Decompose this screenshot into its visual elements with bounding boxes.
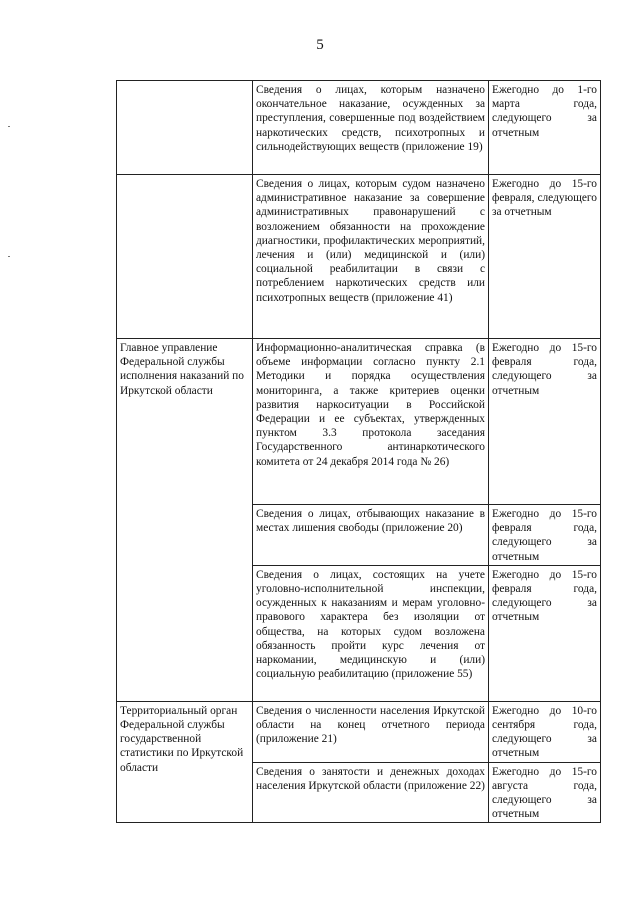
agency-cell: Территориальный орган Федеральной службы государственной статистики по Иркутской области [117, 701, 253, 823]
table-row [117, 339, 601, 505]
table-row [117, 81, 601, 175]
info-cell: Сведения о лицах, которым назначено окончательное наказание, осужденных за преступления, совершенные под воздействием наркотических средств, психотропных и сильнодействующих веществ (приложение 19) [253, 81, 489, 175]
info-cell: Сведения о лицах, отбывающих наказание в местах лишения свободы (приложение 20) [253, 505, 489, 566]
agency-cell [117, 175, 253, 339]
info-cell: Информационно-аналитическая справка (в объеме информации согласно пункту 2.1 Методики и порядка осуществления мониторинга, а также критериев оценки развития наркоситуации в Российской Федерации и ее субъектах, утвержденных пунктом 3.3 протокола заседания Государственного антинаркотического комитета от 24 декабря 2014 года № 26) [253, 339, 489, 505]
agency-cell: Главное управление Федеральной службы исполнения наказаний по Иркутской области [117, 339, 253, 702]
margin-mark [8, 126, 10, 127]
info-cell: Сведения о занятости и денежных доходах населения Иркутской области (приложение 22) [253, 762, 489, 823]
reporting-table [116, 80, 601, 823]
deadline-cell: Ежегодно до 15-го августа года, следующего за отчетным [489, 762, 601, 823]
info-cell: Сведения о лицах, которым судом назначено административное наказание за совершение административных правонарушений с возложением обязанности на прохождение диагностики, профилактических мероприятий, лечения и (или) медицинской и (или) социальной реабилитации в связи с потреблением наркотических средств или психотропных веществ (приложение 41) [253, 175, 489, 339]
agency-cell [117, 81, 253, 175]
table-row [117, 701, 601, 762]
deadline-cell: Ежегодно до 15-го февраля года, следующего за отчетным [489, 339, 601, 505]
info-cell: Сведения о лицах, состоящих на учете уголовно-исполнительной инспекции, осужденных к наказаниям и мерам уголовно-правового характера без изоляции от общества, на которых судом возложена обязанность пройти курс лечения от наркомании, медицинскую и (или) социальную реабилитацию (приложение 55) [253, 565, 489, 701]
deadline-cell: Ежегодно до 15-го февраля, следующего за отчетным [489, 175, 601, 339]
deadline-cell: Ежегодно до 10-го сентября года, следующего за отчетным [489, 701, 601, 762]
info-cell: Сведения о численности населения Иркутской области на конец отчетного периода (приложение 21) [253, 701, 489, 762]
page-number: 5 [316, 37, 324, 53]
deadline-cell: Ежегодно до 1-го марта года, следующего за отчетным [489, 81, 601, 175]
deadline-cell: Ежегодно до 15-го февраля года, следующего за отчетным [489, 565, 601, 701]
deadline-cell: Ежегодно до 15-го февраля года, следующего за отчетным [489, 505, 601, 566]
margin-mark [8, 256, 10, 257]
table-row [117, 175, 601, 339]
